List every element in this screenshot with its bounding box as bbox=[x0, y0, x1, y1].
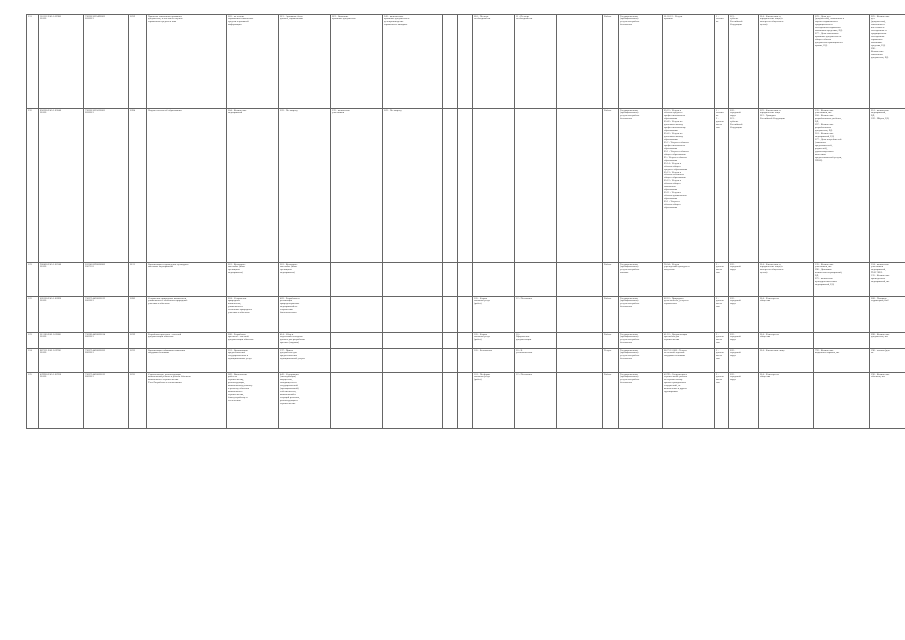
cell-text: 620100.Р.45.1.02890 01000 bbox=[40, 296, 62, 303]
table-cell bbox=[870, 109, 905, 263]
table-cell bbox=[227, 15, 279, 109]
table-cell bbox=[619, 349, 663, 373]
table-cell bbox=[814, 297, 870, 333]
cell-text: 025 - Количество дел (документов), описанных и внесенных в электронные и традиционные электронные справочно- поисковые средства, ЕД. 096 - Количество описанных документов, ЕД. bbox=[871, 14, 890, 59]
table-cell bbox=[663, 15, 715, 109]
table-cell bbox=[715, 109, 729, 263]
table-cell bbox=[663, 109, 715, 263]
table-cell bbox=[515, 263, 557, 297]
table-cell bbox=[515, 109, 557, 263]
table-cell bbox=[759, 109, 814, 263]
cell-text: 510112.Р.45.1.02980 01000 bbox=[40, 14, 61, 21]
table-cell bbox=[39, 333, 84, 349]
cell-text: 001 - Культурно- массовых (иные зрелищные мероприятия) bbox=[228, 262, 246, 275]
table-cell bbox=[814, 263, 870, 297]
cell-text: Строительство, реконструкция, капитальный ремонт и ремонт объектов капитального строительства. Учет.Разработка и согласование bbox=[148, 372, 191, 385]
table-cell bbox=[557, 333, 603, 349]
cell-text: 032 - городской округ bbox=[730, 348, 741, 358]
table-cell bbox=[279, 109, 331, 263]
registry-table bbox=[26, 14, 905, 429]
cell-text: 101 - По форме оказания услуг (работ) bbox=[474, 372, 491, 382]
table-cell bbox=[331, 297, 383, 333]
cell-text: 0232 bbox=[130, 348, 135, 352]
table-cell bbox=[870, 349, 905, 373]
table-cell bbox=[515, 333, 557, 349]
table-cell bbox=[39, 15, 84, 109]
cell-text: 123 bbox=[28, 332, 32, 336]
table-cell bbox=[515, 297, 557, 333]
table-cell bbox=[814, 333, 870, 349]
table-cell bbox=[603, 333, 619, 349]
table-cell bbox=[759, 349, 814, 373]
cell-text: 1 - основн ая 2 - дополн итель ная bbox=[716, 108, 724, 130]
table-cell bbox=[458, 109, 473, 263]
cell-text: 123 bbox=[28, 262, 32, 266]
table-row bbox=[27, 349, 905, 373]
table-cell bbox=[84, 373, 129, 429]
table-cell bbox=[663, 373, 715, 429]
table-cell bbox=[331, 373, 383, 429]
table-cell bbox=[458, 349, 473, 373]
table-cell bbox=[870, 15, 905, 109]
table-cell bbox=[715, 333, 729, 349]
table-cell bbox=[814, 109, 870, 263]
table-cell bbox=[39, 349, 84, 373]
cell-text: Государственная (муниципальная) услуга или работа бесплатная bbox=[620, 348, 640, 361]
cell-text: 2 - дополн итель ная bbox=[716, 296, 724, 309]
cell-text: Работа bbox=[604, 372, 612, 376]
table-cell bbox=[619, 373, 663, 429]
cell-text: Организация отбывания наказания твердыми головами bbox=[148, 348, 186, 355]
table-cell bbox=[619, 15, 663, 109]
cell-text: 008 - Площадь территории, км2 bbox=[871, 296, 889, 303]
table-cell bbox=[557, 373, 603, 429]
table-cell bbox=[84, 15, 129, 109]
cell-text: 10 - Оформление документации bbox=[516, 332, 532, 342]
cell-text: 0239 bbox=[130, 332, 135, 336]
table-cell bbox=[443, 263, 458, 297]
table-cell bbox=[279, 349, 331, 373]
cell-text: 20 - В установленном bbox=[516, 348, 533, 355]
cell-text: Подача отчетов об образовании bbox=[148, 108, 182, 112]
table-cell bbox=[129, 263, 147, 297]
table-cell bbox=[715, 373, 729, 429]
table-row bbox=[27, 263, 905, 297]
cell-text: 443 - Содержание (эксплуатация) имущества, находящегося в государственной (муниципальной) собственности, капитальный и текущий ремонты, реконструкция и строительство bbox=[280, 372, 300, 406]
table-cell bbox=[27, 263, 39, 297]
table-cell bbox=[443, 349, 458, 373]
table-cell bbox=[147, 109, 227, 263]
cell-text: 867111.Р.45.1.02930 01000 bbox=[40, 348, 61, 355]
table-cell bbox=[129, 109, 147, 263]
table-cell bbox=[619, 109, 663, 263]
cell-text: 231 bbox=[28, 14, 32, 18]
table-cell bbox=[383, 373, 443, 429]
cell-text: Работа bbox=[604, 296, 612, 300]
cell-text: 232 bbox=[28, 108, 32, 112]
table-cell bbox=[458, 263, 473, 297]
cell-text: 105 - Форма оказания услуг (работ) bbox=[474, 296, 490, 306]
cell-text: 014 - Физические и юридические лица (в интересах общества в целом) bbox=[760, 262, 784, 275]
cell-text: Разработка проектно - сметной документации объектов bbox=[148, 332, 182, 339]
cell-text: 137 - Прием документов для предоставления муниципальной услуги bbox=[280, 348, 305, 361]
table-cell bbox=[663, 333, 715, 349]
table-cell bbox=[557, 297, 603, 333]
table-cell bbox=[715, 297, 729, 333]
table-cell bbox=[729, 15, 759, 109]
cell-text: 014 - Физические и юридические лица (в интересах общества в целом) bbox=[760, 14, 784, 27]
table-cell bbox=[27, 333, 39, 349]
cell-text: 86.71.11.000 - Услуги по мелкой торговле твердыми головами bbox=[664, 348, 687, 358]
cell-text: 008 - Разработка проектно - сметной документации объектов bbox=[228, 332, 254, 342]
table-cell bbox=[27, 297, 39, 333]
table-cell bbox=[458, 297, 473, 333]
table-cell bbox=[473, 373, 515, 429]
cell-text: 12 - Постоянно bbox=[516, 372, 533, 376]
cell-text: 414 - Сбор и подготовка исходных данных для разработки проекта (задания) bbox=[280, 332, 305, 345]
table-row bbox=[27, 15, 905, 109]
cell-text: 051 - количество мероприятий, ЕД. 109 - Штука, ЕД. bbox=[871, 108, 890, 121]
cell-text: 023 - Физические и юридические лица 012 - Граждане Российской Федерации bbox=[760, 108, 785, 121]
table-cell bbox=[759, 333, 814, 349]
cell-text: 2023410090006000 2007101 bbox=[85, 262, 105, 269]
cell-text: 196 - головы (для пт bbox=[871, 348, 890, 355]
cell-text: 7303013035020005 0020013 bbox=[85, 108, 105, 115]
table-cell bbox=[458, 373, 473, 429]
table-cell bbox=[619, 297, 663, 333]
table-cell bbox=[759, 297, 814, 333]
cell-text: 014 - В интересах общества bbox=[760, 372, 779, 379]
table-cell bbox=[759, 263, 814, 297]
cell-text: Работа bbox=[604, 262, 612, 266]
table-cell bbox=[473, 297, 515, 333]
cell-text: 42.99 - Сооружения и строительные работы по строительству прочих гражданских сооружений, не включенных в другие группировки bbox=[664, 372, 688, 394]
table-cell bbox=[84, 297, 129, 333]
cell-text: 125 bbox=[28, 372, 32, 376]
cell-text: 900400.Р.45.1.02240 01000 bbox=[40, 262, 62, 269]
table-cell bbox=[557, 109, 603, 263]
table-cell bbox=[84, 349, 129, 373]
table-cell bbox=[473, 333, 515, 349]
cell-text: Государственная (муниципальная) услуга или работа бесплатная bbox=[620, 108, 640, 121]
table-cell bbox=[147, 349, 227, 373]
registry-table-body bbox=[27, 15, 905, 429]
table-cell bbox=[515, 373, 557, 429]
table-cell bbox=[814, 349, 870, 373]
cell-text: 403 - Разработка и реализация природоохранных мероприятий по сохранению биологического bbox=[280, 296, 300, 315]
table-cell bbox=[279, 373, 331, 429]
table-cell bbox=[279, 15, 331, 109]
table-cell bbox=[759, 15, 814, 109]
cell-text: 0394 bbox=[130, 108, 135, 112]
table-cell bbox=[84, 333, 129, 349]
table-cell bbox=[729, 349, 759, 373]
table-cell bbox=[729, 333, 759, 349]
table-cell bbox=[147, 15, 227, 109]
table-cell bbox=[729, 373, 759, 429]
table-cell bbox=[443, 109, 458, 263]
cell-text: 032 - городской округ bbox=[730, 296, 741, 306]
table-cell bbox=[870, 263, 905, 297]
cell-text: 7303013035490003 0020013 bbox=[85, 14, 105, 21]
cell-text: 021 - субъект Российской Федерации bbox=[730, 14, 743, 27]
table-cell bbox=[870, 333, 905, 349]
cell-text: 1 - основн ая bbox=[716, 14, 724, 24]
table-cell bbox=[458, 333, 473, 349]
table-cell bbox=[129, 349, 147, 373]
table-cell bbox=[331, 109, 383, 263]
table-cell bbox=[129, 15, 147, 109]
table-cell bbox=[759, 373, 814, 429]
table-cell bbox=[473, 263, 515, 297]
table-cell bbox=[603, 297, 619, 333]
table-cell bbox=[147, 333, 227, 349]
table-cell bbox=[603, 263, 619, 297]
table-cell bbox=[557, 263, 603, 297]
cell-text: 014 - Физические лица bbox=[760, 348, 785, 352]
table-row bbox=[27, 297, 905, 333]
cell-text: 243 - включенных архивных документов в делопроизводство справочного аппарата bbox=[384, 14, 410, 27]
cell-text: 032 - городской округ bbox=[730, 372, 741, 382]
cell-text: 0235 bbox=[130, 372, 135, 376]
cell-text: 098 - Количество документов, шт bbox=[871, 332, 890, 339]
table-cell bbox=[129, 333, 147, 349]
table-cell bbox=[39, 373, 84, 429]
table-row bbox=[27, 373, 905, 429]
table-cell bbox=[383, 263, 443, 297]
cell-text: 2 - дополн итель ная bbox=[716, 262, 724, 275]
table-cell bbox=[331, 333, 383, 349]
cell-text: 105 - Бесплатная bbox=[474, 348, 492, 352]
table-cell bbox=[279, 263, 331, 297]
cell-text: 0121 bbox=[130, 262, 135, 266]
cell-text: Государственная (муниципальная) услуга или работа бесплатная bbox=[620, 372, 640, 385]
table-cell bbox=[227, 109, 279, 263]
table-cell bbox=[663, 263, 715, 297]
cell-text: 62.10 - Природная деятельность, услуги в охраняемых bbox=[664, 296, 689, 306]
table-cell bbox=[27, 109, 39, 263]
table-cell bbox=[147, 263, 227, 297]
cell-text: Работа bbox=[604, 332, 612, 336]
cell-text: 013 - Архивные базы данных, справочники bbox=[280, 14, 303, 21]
table-cell bbox=[383, 297, 443, 333]
table-cell bbox=[383, 15, 443, 109]
table-cell bbox=[443, 297, 458, 333]
cell-text: 069 - Выполнение работ по строительству, реконструкции, капитальному ремонту и ремонту объектов капитального строительства, благоустройству и озеленению bbox=[228, 372, 253, 403]
table-cell bbox=[458, 15, 473, 109]
table-cell bbox=[557, 15, 603, 109]
table-cell bbox=[227, 373, 279, 429]
table-cell bbox=[473, 349, 515, 373]
table-cell bbox=[147, 297, 227, 333]
table-cell bbox=[870, 297, 905, 333]
table-cell bbox=[331, 15, 383, 109]
cell-text: 12 - Постоянно bbox=[516, 296, 533, 300]
cell-text: 001 - Культурно- массовых (иные зрелищные мероприятия) bbox=[280, 262, 298, 275]
table-cell bbox=[227, 333, 279, 349]
table-cell bbox=[729, 263, 759, 297]
table-cell bbox=[663, 297, 715, 333]
table-cell bbox=[279, 333, 331, 349]
cell-text: 90.04 - Услуги учреждений культуры и искусства bbox=[664, 262, 690, 272]
cell-text: 122 bbox=[28, 296, 32, 300]
table-cell bbox=[331, 349, 383, 373]
cell-text: 101 - Организация предоставления государственных и муниципальных услуг bbox=[228, 348, 252, 361]
cell-text: 11 - По мере необходимости bbox=[516, 14, 533, 21]
table-cell bbox=[557, 349, 603, 373]
table-cell bbox=[663, 349, 715, 373]
cell-text: 105 - Форма оказания услуг (работ) bbox=[474, 332, 490, 342]
cell-text: Государственная (муниципальная) услуга или работа бесплатная bbox=[620, 332, 640, 345]
cell-text: 019 - Описание архивных документов bbox=[332, 14, 356, 21]
table-cell bbox=[515, 349, 557, 373]
cell-text: 792 - Количество выданных справок, шт bbox=[815, 348, 840, 355]
cell-text: 7302814430000014 0003013 bbox=[85, 332, 105, 339]
table-cell bbox=[619, 263, 663, 297]
cell-text: 135 - Количество участников, шт. 096 - Динамика количества мероприятий, ЕД. 075 - количество культурно-массовых мероприятий, ЕД. bbox=[815, 262, 843, 287]
cell-text: Организация и проведение культурно- массовых мероприятий bbox=[148, 262, 189, 269]
cell-text: 7302714430000012 0003013 bbox=[85, 296, 105, 303]
table-cell bbox=[473, 15, 515, 109]
table-cell bbox=[27, 349, 39, 373]
table-cell bbox=[84, 109, 129, 263]
table-cell bbox=[27, 373, 39, 429]
cell-text: 2 - дополн итель ная bbox=[716, 372, 724, 385]
table-row bbox=[27, 333, 905, 349]
cell-text: 41.10 - Документация проектная для строительства bbox=[664, 332, 688, 342]
table-cell bbox=[227, 263, 279, 297]
cell-text: 010 - По мере необходимости bbox=[474, 14, 491, 21]
table-cell bbox=[147, 373, 227, 429]
cell-text: 135 - Количество участников, шт. 058 - Количество разработанных учебных, ЕД. 097 - Количество разработанных документов, ЕД. 301 - Количество мероприятий, ЕД. 077 - Доля потребителей (законных представителей, родителей), удовлетворенных качеством предоставляемой услуги, ПРОЦ. bbox=[815, 108, 842, 162]
table-cell bbox=[870, 373, 905, 429]
table-row bbox=[27, 109, 905, 263]
table-cell bbox=[619, 333, 663, 349]
cell-text: Работа bbox=[604, 14, 612, 18]
table-cell bbox=[39, 297, 84, 333]
cell-text: Государственная (муниципальная) услуга или работа бесплатная bbox=[620, 296, 640, 309]
cell-text: 01.01.12 - Услуги архивов bbox=[664, 14, 683, 21]
cell-text: 032 - городской округ 021 - субъект Российской Федерации bbox=[730, 108, 743, 130]
table-cell bbox=[729, 297, 759, 333]
cell-text: 7302714430000013 0003013 bbox=[85, 372, 105, 379]
table-cell bbox=[814, 373, 870, 429]
table-cell bbox=[603, 349, 619, 373]
cell-text: 011100.Р.45.1.02800 01000 bbox=[40, 332, 61, 339]
table-cell bbox=[603, 15, 619, 109]
cell-text: 2 - дополн итель ная bbox=[716, 348, 724, 361]
cell-text: 032 - городской округ bbox=[730, 262, 741, 272]
table-cell bbox=[129, 373, 147, 429]
registry-table-sheet bbox=[26, 14, 905, 429]
cell-text: 190 - Количество объектов, шт bbox=[871, 372, 890, 379]
table-cell bbox=[715, 15, 729, 109]
table-cell bbox=[473, 109, 515, 263]
table-cell bbox=[27, 15, 39, 109]
table-cell bbox=[84, 263, 129, 297]
cell-text: 2 - дополн итель ная bbox=[716, 332, 724, 345]
table-cell bbox=[331, 263, 383, 297]
cell-text: Услуга bbox=[604, 348, 612, 352]
table-cell bbox=[603, 373, 619, 429]
table-cell bbox=[39, 109, 84, 263]
cell-text: 029 - По запросу bbox=[384, 108, 402, 112]
cell-text: 004 - Количество мероприятий bbox=[228, 108, 247, 115]
table-cell bbox=[227, 297, 279, 333]
cell-text: 024 - Сохранение природных комплексов, уникальных и эталонных природных участков и объектов bbox=[228, 296, 252, 315]
cell-text: 0259 bbox=[130, 14, 135, 18]
cell-text: Государственная (муниципальная) услуга или работа платная bbox=[620, 262, 640, 275]
table-cell bbox=[383, 109, 443, 263]
table-cell bbox=[279, 297, 331, 333]
table-cell bbox=[715, 263, 729, 297]
cell-text: 070 - Доля дел (документов), описанных в научно-справочном и традиционном и электронном справочно- поисковом средствах, ЕД. 077 - Доля описанных архивных документов от общего объема документов хранящихся в архиве, ЕД. bbox=[815, 14, 844, 48]
cell-text: 276 - количество участников bbox=[332, 108, 350, 115]
table-cell bbox=[443, 333, 458, 349]
table-cell bbox=[39, 263, 84, 297]
cell-text: 124 bbox=[28, 348, 32, 352]
cell-text: 124 - количество участников мероприятий, ТЫС ЧЕЛ. 135 - Количество проведенных мероприятий, шт bbox=[871, 262, 890, 284]
cell-text: 032 - городской округ bbox=[730, 332, 741, 342]
table-cell bbox=[814, 15, 870, 109]
table-cell bbox=[603, 109, 619, 263]
table-cell bbox=[443, 373, 458, 429]
cell-text: 014 - В интересах общества bbox=[760, 332, 779, 339]
cell-text: Работа bbox=[604, 108, 612, 112]
table-cell bbox=[129, 297, 147, 333]
cell-text: 014 - В интересах общества bbox=[760, 296, 779, 303]
cell-text: 0280 bbox=[130, 296, 135, 300]
table-cell bbox=[443, 15, 458, 109]
cell-text: Сохранение природных комплексов, уникальных и эталонных природных участков и объектов bbox=[148, 296, 188, 306]
cell-text: 429900.Р.45.1.02930 01000 bbox=[40, 372, 62, 379]
table-cell bbox=[383, 349, 443, 373]
table-cell bbox=[227, 349, 279, 373]
table-cell bbox=[383, 333, 443, 349]
table-cell bbox=[715, 349, 729, 373]
cell-text: 85.21 - Услуги в области среднего профессионального образования 85.42 - Услуги по дополнительному профессиональному образованию 85.41 - Услуги по дополнительному образованию 85.2 - Услуги в области профессионального образования 85.1 - Услуги в области общего образования 85 - Услуги в области образования 85.14 - Услуги в области общего среднего образования 85.13 - Услуги в области основного общего образования 85.12 - Услуги в области общего начального образования 85.11 - Услуги в области дошкольного образования 85.1 - Услуги в области общего образования bbox=[664, 108, 689, 209]
table-cell bbox=[515, 15, 557, 109]
cell-text: Хранение описанных архивных документов, в том числе научно- справочных средств к ним bbox=[148, 14, 183, 24]
cell-text: 7302714430000020 0003013 bbox=[85, 348, 105, 355]
table-cell bbox=[729, 109, 759, 263]
cell-text: 850200.Р.45.1.03040 01000 bbox=[40, 108, 62, 115]
cell-text: 033 - По запросу bbox=[280, 108, 298, 112]
cell-text: Государственная (муниципальная) услуга или работа бесплатная bbox=[620, 14, 640, 27]
cell-text: 003 - на основе нормативно-описанных средств к архивной информации bbox=[228, 14, 254, 27]
